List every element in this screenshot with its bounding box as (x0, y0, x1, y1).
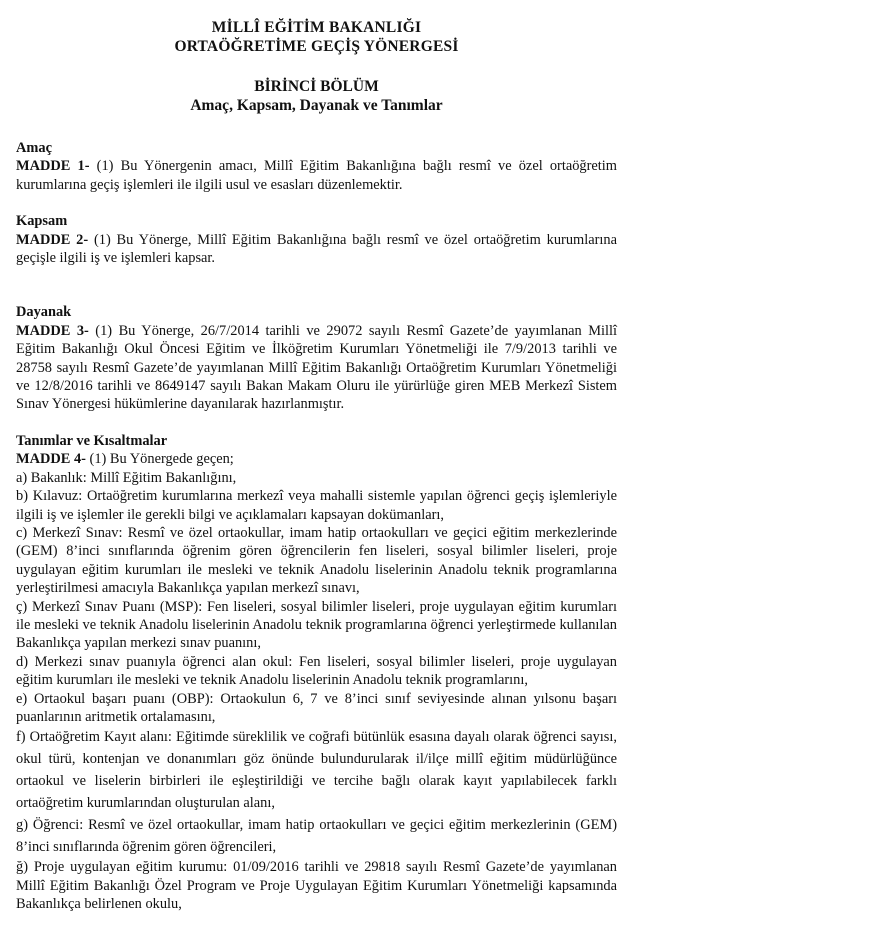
definition-item: a) Bakanlık: Millî Eğitim Bakanlığını, (16, 469, 237, 486)
section-subtitle: Amaç, Kapsam, Dayanak ve Tanımlar (190, 97, 443, 114)
definition-item: d) Merkezi sınav puanıyla öğrenci alan okul: Fen liseleri, sosyal bilimler liseleri, proje uygulayan eğitim kurumları ile mesleki ve teknik Anadolu liselerinin Anadolu teknik programlarını, (16, 653, 617, 689)
article-body (16, 322, 617, 414)
document-page (16, 18, 617, 914)
article-heading: Amaç (16, 140, 52, 156)
document-title (16, 18, 617, 56)
article-label: MADDE 4- (16, 451, 86, 468)
section-heading (16, 77, 617, 115)
definition-item: g) Öğrenci: Resmî ve özel ortaokullar, imam hatip ortaokulları ve geçici eğitim merkezlerinin (GEM) 8’inci sınıflarında öğrenim gören öğrencileri, (16, 817, 617, 856)
article-text: (1) Bu Yönerge, 26/7/2014 tarihli ve 29072 sayılı Resmî Gazete’de yayımlanan Millî Eğitim Bakanlığı Okul Öncesi Eğitim ve İlköğretim Kurumları Yönetmeliği ile 7/9/2013 tarihli ve 28758 sayılı Resmî Gazete’de yayımlanan Millî Eğitim Bakanlığı Ortaöğretim Kurumları Yönetmeliği ve 12/8/2016 tarihli ve 8649147 sayılı Bakan Makam Oluru ile yürürlüğe giren MEB Merkezî Sistem Sınav Yönergesi hükümlerine dayanılarak hazırlanmıştır. (16, 322, 617, 413)
article-label: MADDE 2- (16, 231, 89, 248)
article-dayanak (16, 303, 617, 413)
article-amac (16, 139, 617, 194)
article-kapsam (16, 212, 617, 267)
definition-item: ğ) Proje uygulayan eğitim kurumu: 01/09/2016 tarihli ve 29818 sayılı Resmî Gazete’de yayımlanan Millî Eğitim Bakanlığı Özel Program ve Proje Uygulayan Eğitim Kurumları Yönetmeliği kapsamında Bakanlıkça belirlenen okulu, (16, 859, 617, 913)
definition-item: f) Ortaöğretim Kayıt alanı: Eğitimde süreklilik ve coğrafi bütünlük esasına dayalı olarak öğrenci sayısı, okul türü, kontenjan ve donanımları göz önünde bulundurularak il/ilçe millî eğitim müdürlüğünce ortaokul ve liselerin birbirleri ile eşleştirildiği ve tercihe bağlı olarak kayıt yapılabilecek farklı ortaöğretim kurumlarından oluşturulan alanı, (16, 729, 617, 812)
section-label: BİRİNCİ BÖLÜM (254, 78, 379, 95)
article-label: MADDE 1- (16, 158, 90, 175)
definition-item: ç) Merkezî Sınav Puanı (MSP): Fen liseleri, sosyal bilimler liseleri, proje uygulayan eğitim kurumları ile mesleki ve teknik Anadolu liselerinin Anadolu teknik programlarına öğrenci yerleştirmede kullanılan Bakanlıkça yapılan merkezi sınav puanını, (16, 598, 617, 652)
directive-title: ORTAÖĞRETİME GEÇİŞ YÖNERGESİ (174, 38, 459, 55)
definition-item: c) Merkezî Sınav: Resmî ve özel ortaokullar, imam hatip ortaokulları ve geçici eğitim merkezlerinde (GEM) 8’inci sınıflarında öğrenim gören öğrencilerin fen liseleri, sosyal bilimler liseleri, proje uygulayan eğitim kurumları ile mesleki ve teknik Anadolu liselerinin Anadolu teknik programlarına yerleştirilmesi amacıyla Bakanlıkça yapılan merkezî sınavı, (16, 524, 617, 597)
definition-item: e) Ortaokul başarı puanı (OBP): Ortaokulun 6, 7 ve 8’inci sınıf seviyesinde alınan yılsonu başarı puanlarının aritmetik ortalamasını, (16, 690, 617, 725)
article-text: (1) Bu Yönergede geçen; (85, 451, 234, 468)
ministry-title: MİLLÎ EĞİTİM BAKANLIĞI (211, 19, 422, 36)
article-heading: Dayanak (16, 304, 72, 321)
article-heading: Tanımlar ve Kısaltmalar (16, 432, 168, 449)
article-heading: Kapsam (16, 213, 68, 230)
article-tanimlar (16, 432, 617, 914)
definitions-list (16, 469, 617, 914)
article-body (16, 231, 617, 268)
article-text: (1) Bu Yönerge, Millî Eğitim Bakanlığına bağlı resmî ve özel ortaöğretim kurumlarına geçişle ilgili iş ve işlemleri kapsar. (16, 231, 617, 267)
article-label: MADDE 3- (16, 322, 89, 339)
article-body (16, 157, 617, 194)
article-text: (1) Bu Yönergenin amacı, Millî Eğitim Bakanlığına bağlı resmî ve özel ortaöğretim kurumlarına geçiş işlemleri ile ilgili usul ve esasları düzenlemektir. (16, 158, 617, 193)
definition-item: b) Kılavuz: Ortaöğretim kurumlarına merkezî veya mahalli sistemle yapılan öğrenci geçiş işlemleriyle ilgili iş ve işlemler ile gerekli bilgi ve açıklamaları kapsayan dokümanları, (16, 488, 617, 523)
article-body (16, 450, 617, 468)
